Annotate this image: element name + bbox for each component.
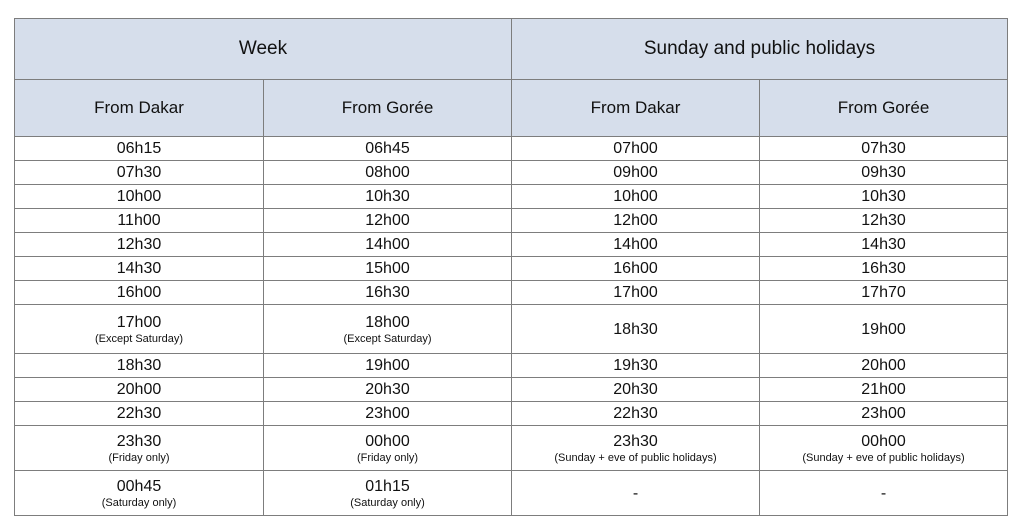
departure-time: 23h30 [613,432,658,450]
departure-time: 00h00 [861,432,906,450]
departure-note: (Friday only) [108,451,170,464]
time-cell [15,257,264,281]
time-cell [15,137,264,161]
time-cell [760,257,1008,281]
departure-time: 21h00 [861,381,906,398]
group-header-week: Week [15,19,512,80]
time-cell [512,185,760,209]
time-cell [264,161,512,185]
time-cell [264,354,512,378]
departure-time: 14h30 [116,260,162,277]
time-cell [15,209,264,233]
table-row [15,305,1008,354]
departure-time: 01h15 [365,477,410,495]
departure-time: 17h00 [116,313,162,331]
departure-note: (Sunday + eve of public holidays) [802,451,965,464]
departure-time: 14h00 [613,236,658,253]
departure-time: 18h30 [613,320,658,338]
time-cell [15,402,264,426]
departure-time: 14h30 [861,236,906,253]
departure-time: - [880,484,887,502]
group-header-row [15,19,1008,80]
time-cell [264,233,512,257]
departure-time: 17h00 [613,284,658,301]
time-cell [760,209,1008,233]
time-cell [512,257,760,281]
time-cell [15,281,264,305]
time-cell [15,233,264,257]
departure-note: (Sunday + eve of public holidays) [554,451,717,464]
schedule-body [15,137,1008,516]
table-row [15,354,1008,378]
time-cell [512,354,760,378]
column-header-week-from-dakar: From Dakar [15,80,264,137]
departure-time: 23h00 [365,405,410,422]
time-cell [760,402,1008,426]
table-row [15,378,1008,402]
time-cell [760,137,1008,161]
time-cell [760,354,1008,378]
departure-time: 20h30 [613,381,658,398]
departure-time: 18h00 [365,313,410,331]
time-cell [760,378,1008,402]
time-cell [264,471,512,516]
time-cell [264,209,512,233]
time-cell [15,378,264,402]
departure-time: 22h30 [116,405,162,422]
time-cell [15,305,264,354]
time-cell [760,471,1008,516]
column-header-row [15,80,1008,137]
departure-time: 10h30 [861,188,906,205]
table-row [15,233,1008,257]
departure-time: 12h00 [365,212,410,229]
table-row [15,257,1008,281]
time-cell [512,402,760,426]
time-cell [264,426,512,471]
departure-time: 10h00 [116,188,162,205]
time-cell [264,257,512,281]
departure-time: 20h00 [116,381,162,398]
departure-time: 16h30 [365,284,410,301]
time-cell [512,426,760,471]
departure-time: 08h00 [365,164,410,181]
departure-time: 15h00 [365,260,410,277]
departure-time: 10h00 [613,188,658,205]
departure-note: (Saturday only) [101,496,177,509]
departure-time: 12h30 [861,212,906,229]
time-cell [264,402,512,426]
departure-time: 11h00 [117,212,161,229]
departure-time: 19h30 [613,357,658,374]
time-cell [15,471,264,516]
table-row [15,471,1008,516]
time-cell [760,233,1008,257]
departure-time: 00h00 [365,432,410,450]
time-cell [512,233,760,257]
departure-time: 12h30 [116,236,162,253]
departure-time: 09h30 [861,164,906,181]
table-row [15,402,1008,426]
time-cell [15,161,264,185]
departure-time: 00h45 [116,477,162,495]
time-cell [264,281,512,305]
time-cell [512,305,760,354]
table-row [15,161,1008,185]
departure-time: 16h00 [613,260,658,277]
time-cell [512,209,760,233]
time-cell [512,137,760,161]
time-cell [760,281,1008,305]
departure-time: 16h30 [861,260,906,277]
time-cell [512,281,760,305]
column-header-holiday-from-goree: From Gorée [760,80,1008,137]
time-cell [15,426,264,471]
departure-time: 10h30 [365,188,410,205]
departure-time: 09h00 [613,164,658,181]
time-cell [512,378,760,402]
time-cell [264,305,512,354]
departure-note: (Except Saturday) [94,332,184,345]
departure-time: 06h15 [116,140,162,157]
departure-time: - [632,484,639,502]
departure-time: 14h00 [365,236,410,253]
departure-time: 23h00 [861,405,906,422]
departure-time: 19h00 [861,320,906,338]
table-row [15,281,1008,305]
time-cell [15,354,264,378]
time-cell [760,305,1008,354]
departure-note: (Friday only) [356,451,419,464]
departure-time: 16h00 [116,284,162,301]
time-cell [512,161,760,185]
departure-time: 17h70 [861,284,906,301]
column-header-holiday-from-dakar: From Dakar [512,80,760,137]
time-cell [15,185,264,209]
departure-time: 07h00 [613,140,658,157]
departure-note: (Except Saturday) [343,332,432,345]
time-cell [760,161,1008,185]
column-header-week-from-goree: From Gorée [264,80,512,137]
departure-time: 20h30 [365,381,410,398]
departure-time: 20h00 [861,357,906,374]
departure-time: 22h30 [613,405,658,422]
table-row [15,426,1008,471]
departure-time: 07h30 [116,164,162,181]
departure-time: 19h00 [365,357,410,374]
departure-time: 07h30 [861,140,906,157]
time-cell [760,426,1008,471]
time-cell [264,378,512,402]
departure-time: 23h30 [116,432,162,450]
departure-time: 12h00 [613,212,658,229]
time-cell [512,471,760,516]
table-row [15,185,1008,209]
departure-note: (Saturday only) [350,496,425,509]
ferry-schedule-table [14,18,1008,516]
table-row [15,209,1008,233]
time-cell [264,185,512,209]
time-cell [760,185,1008,209]
time-cell [264,137,512,161]
departure-time: 18h30 [116,357,162,374]
table-row [15,137,1008,161]
departure-time: 06h45 [365,140,410,157]
group-header-sunday-holidays: Sunday and public holidays [512,19,1008,80]
